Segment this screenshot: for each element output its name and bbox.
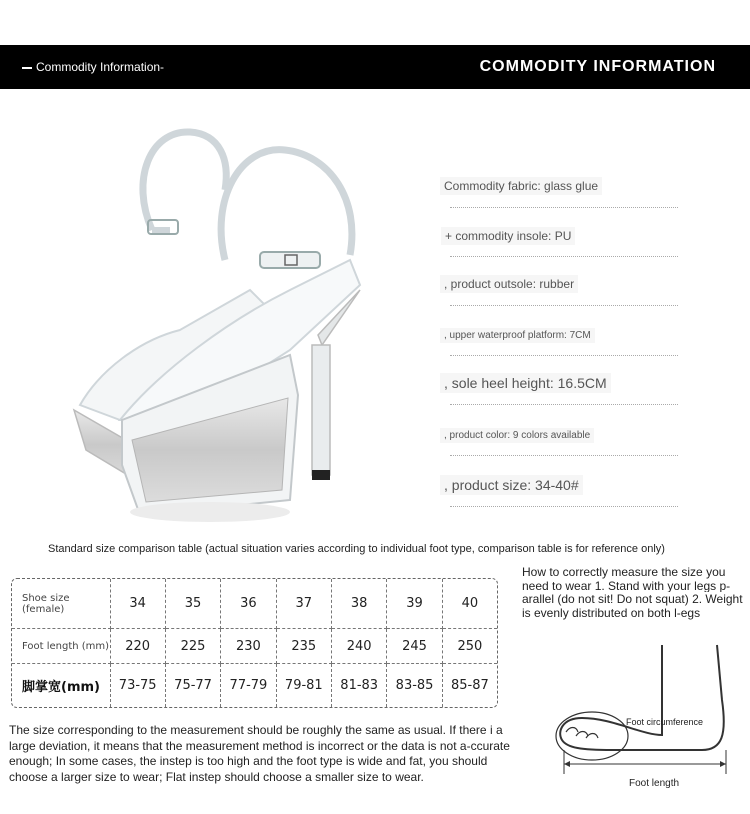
- table-cell: 77-79: [221, 664, 276, 707]
- table-cell: 75-77: [165, 664, 220, 707]
- row-label: Foot length (mm): [12, 629, 110, 664]
- table-cell: 39: [387, 579, 442, 629]
- size-table: [11, 578, 498, 708]
- table-cell: 37: [276, 579, 331, 629]
- table-cell: 40: [442, 579, 497, 629]
- table-cell: 250: [442, 629, 497, 664]
- spec-divider: [450, 256, 678, 257]
- foot-length-label: Foot length: [629, 778, 680, 789]
- table-cell: 79-81: [276, 664, 331, 707]
- table-cell: 225: [165, 629, 220, 664]
- table-cell: 81-83: [332, 664, 387, 707]
- foot-circumference-label: Foot circumference: [626, 717, 704, 727]
- table-cell: 220: [110, 629, 165, 664]
- banner-title: COMMODITY INFORMATION: [479, 58, 716, 75]
- spec-size: , product size: 34-40#: [440, 475, 583, 495]
- table-cell: 38: [332, 579, 387, 629]
- spec-insole: + commodity insole: PU: [441, 227, 575, 245]
- table-cell: 34: [110, 579, 165, 629]
- table-cell: 36: [221, 579, 276, 629]
- product-image: [60, 120, 390, 530]
- banner-subtitle: Commodity Information-: [22, 60, 164, 74]
- table-row: [12, 629, 497, 664]
- spec-color: , product color: 9 colors available: [440, 428, 594, 443]
- header-banner: [0, 45, 750, 89]
- spec-divider: [450, 404, 678, 405]
- spec-divider: [450, 506, 678, 507]
- table-cell: 85-87: [442, 664, 497, 707]
- spec-divider: [450, 455, 678, 456]
- table-row: [12, 664, 497, 707]
- spec-fabric: Commodity fabric: glass glue: [440, 177, 602, 195]
- table-cell: 230: [221, 629, 276, 664]
- spec-divider: [450, 207, 678, 208]
- size-table-caption: Standard size comparison table (actual situation varies according to individual foot type, comparison table is for reference only): [48, 543, 665, 555]
- spec-outsole: , product outsole: rubber: [440, 275, 578, 293]
- spec-divider: [450, 305, 678, 306]
- table-cell: 83-85: [387, 664, 442, 707]
- measure-instructions: How to correctly measure the size you need to wear 1. Stand with your legs p-arallel (do not sit! Do not squat) 2. Weight is evenly distributed on both l-egs: [522, 565, 743, 620]
- dash-icon: [22, 67, 32, 69]
- row-label: 脚掌宽(mm): [12, 664, 110, 707]
- table-cell: 240: [332, 629, 387, 664]
- table-row: [12, 579, 497, 629]
- spec-heel-height: , sole heel height: 16.5CM: [440, 373, 611, 393]
- row-label: Shoe size (female): [12, 579, 110, 629]
- table-cell: 235: [276, 629, 331, 664]
- spec-divider: [450, 355, 678, 356]
- size-note: The size corresponding to the measurement should be roughly the same as usual. If there i a large deviation, it means that the measurement method is incorrect or the data is not a-ccurate enough; In some cases, the instep is too high and the foot type is wide and fat, you should choose a larger size to wear; Flat instep should choose a smaller size to wear.: [9, 723, 510, 784]
- table-cell: 35: [165, 579, 220, 629]
- table-cell: 73-75: [110, 664, 165, 707]
- spec-platform: , upper waterproof platform: 7CM: [440, 328, 595, 343]
- table-cell: 245: [387, 629, 442, 664]
